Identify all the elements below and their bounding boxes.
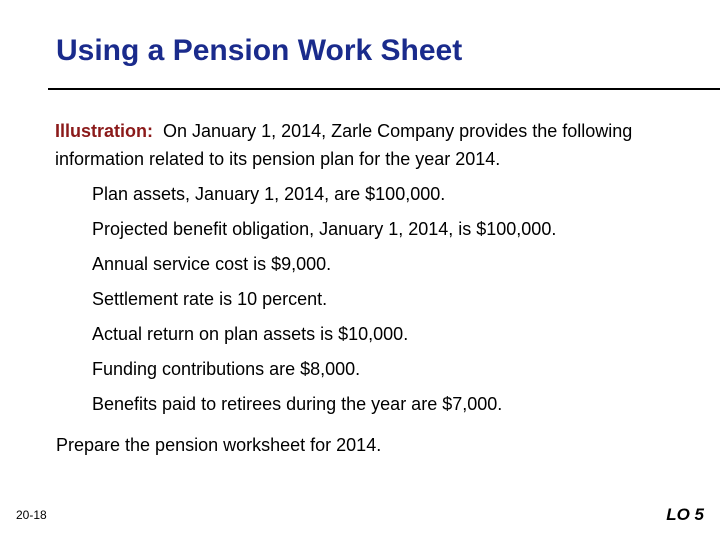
illustration-text: On January 1, 2014, Zarle Company provides the following information related to its pension plan for the year 2014. [55, 121, 633, 169]
fact-service-cost: Annual service cost is $9,000. [92, 254, 332, 274]
slide-title: Using a Pension Work Sheet [56, 34, 463, 67]
task-instruction: Prepare the pension worksheet for 2014. [56, 435, 382, 455]
title-divider [48, 88, 720, 90]
illustration-label: Illustration: [55, 121, 153, 141]
fact-plan-assets: Plan assets, January 1, 2014, are $100,000. [92, 184, 446, 204]
fact-benefits-paid: Benefits paid to retirees during the year are $7,000. [92, 394, 503, 414]
fact-projected-benefit-obligation: Projected benefit obligation, January 1, 2014, is $100,000. [92, 219, 557, 239]
fact-actual-return: Actual return on plan assets is $10,000. [92, 324, 409, 344]
illustration-paragraph [55, 117, 695, 173]
learning-objective-tag: LO 5 [666, 505, 704, 524]
fact-settlement-rate: Settlement rate is 10 percent. [92, 289, 328, 309]
slide-number: 20-18 [16, 508, 47, 522]
fact-funding-contributions: Funding contributions are $8,000. [92, 359, 361, 379]
pension-facts-list [92, 182, 556, 427]
